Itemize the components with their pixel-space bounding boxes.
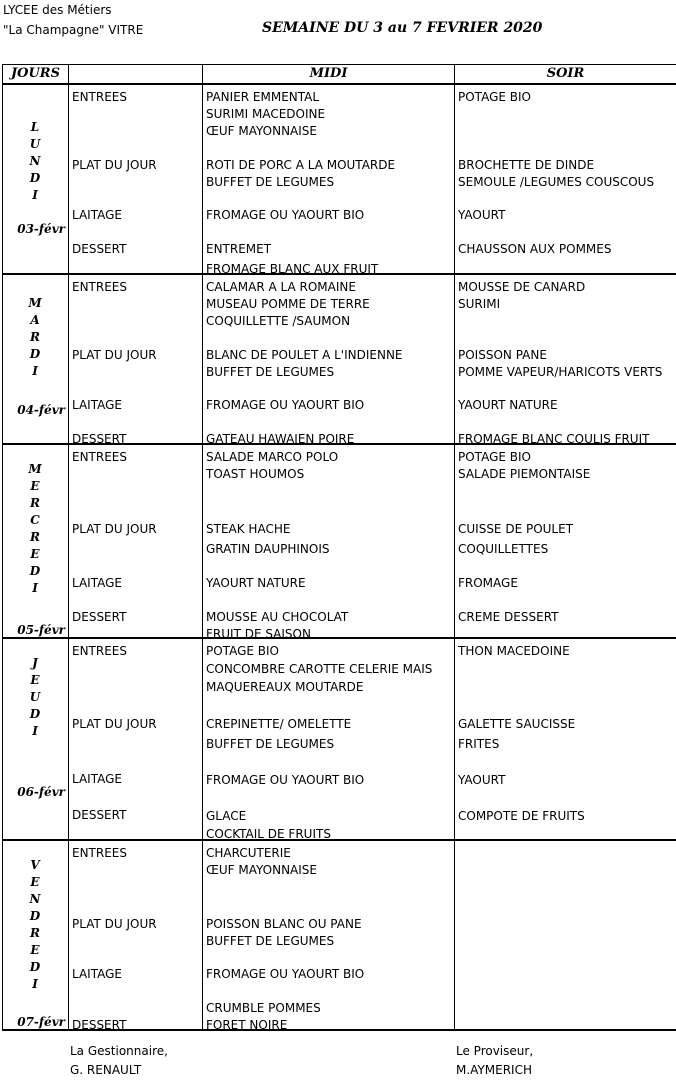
day-letter: J: [3, 655, 67, 672]
midi-item: FORET NOIRE: [206, 1017, 287, 1034]
midi-item: SURIMI MACEDOINE: [206, 106, 325, 123]
midi-item: CRUMBLE POMMES: [206, 1000, 321, 1017]
midi-item: FROMAGE OU YAOURT BIO: [206, 397, 364, 414]
category-item: ENTREES: [72, 643, 127, 660]
midi-item: CREPINETTE/ OMELETTE: [206, 716, 351, 733]
midi-item: YAOURT NATURE: [206, 575, 306, 592]
category-item: DESSERT: [72, 609, 126, 626]
day-letter: C: [3, 512, 67, 529]
header-row: [3, 65, 676, 85]
day-letter: N: [3, 153, 67, 170]
soir-item: FROMAGE BLANC COULIS FRUIT: [458, 431, 649, 448]
soir-cell: [455, 274, 676, 444]
category-item: ENTREES: [72, 89, 127, 106]
day-letter: D: [3, 706, 67, 723]
midi-item: CALAMAR A LA ROMAINE: [206, 279, 356, 296]
midi-item: FROMAGE OU YAOURT BIO: [206, 966, 364, 983]
proviseur-name: M.AYMERICH: [456, 1061, 533, 1080]
midi-item: SALADE MARCO POLO: [206, 449, 338, 466]
midi-item: MOUSSE AU CHOCOLAT: [206, 609, 348, 626]
gestionnaire-title: La Gestionnaire,: [70, 1042, 168, 1061]
day-row: [3, 274, 676, 444]
category-item: LAITAGE: [72, 966, 122, 983]
soir-item: POTAGE BIO: [458, 449, 531, 466]
midi-item: BUFFET DE LEGUMES: [206, 174, 334, 191]
soir-item: SURIMI: [458, 296, 500, 313]
menu-table: [2, 64, 676, 1031]
school-name: LYCEE des Métiers: [3, 3, 112, 17]
document-header: [0, 0, 676, 64]
soir-item: YAOURT NATURE: [458, 397, 558, 414]
day-letter: E: [3, 942, 67, 959]
soir-item: POTAGE BIO: [458, 89, 531, 106]
category-item: DESSERT: [72, 1017, 126, 1034]
midi-cell: [203, 840, 455, 1030]
category-cell: [69, 84, 203, 274]
day-letter: R: [3, 529, 67, 546]
midi-cell: [203, 638, 455, 840]
category-item: LAITAGE: [72, 207, 122, 224]
day-row: [3, 840, 676, 1030]
midi-cell: [203, 84, 455, 274]
day-letter: I: [3, 363, 67, 380]
day-date: 03-févr: [3, 222, 67, 236]
day-cell: [3, 274, 69, 444]
soir-item: FROMAGE: [458, 575, 518, 592]
day-letter: D: [3, 346, 67, 363]
category-item: DESSERT: [72, 241, 126, 258]
category-header: [69, 65, 203, 85]
day-letter: R: [3, 925, 67, 942]
soir-item: COMPOTE DE FRUITS: [458, 808, 585, 825]
soir-item: THON MACEDOINE: [458, 643, 570, 660]
day-name-vertical: [3, 295, 67, 380]
soir-item: POMME VAPEUR/HARICOTS VERTS: [458, 364, 662, 381]
category-item: PLAT DU JOUR: [72, 157, 157, 174]
day-letter: D: [3, 959, 67, 976]
day-cell: [3, 84, 69, 274]
category-item: PLAT DU JOUR: [72, 347, 157, 364]
category-item: PLAT DU JOUR: [72, 916, 157, 933]
midi-item: BUFFET DE LEGUMES: [206, 933, 334, 950]
category-cell: [69, 840, 203, 1030]
day-name-vertical: [3, 119, 67, 204]
midi-item: COQUILLETTE /SAUMON: [206, 313, 350, 330]
day-letter: U: [3, 689, 67, 706]
gestionnaire-name: G. RENAULT: [70, 1061, 168, 1080]
category-item: ENTREES: [72, 449, 127, 466]
category-item: PLAT DU JOUR: [72, 716, 157, 733]
soir-item: CUISSE DE POULET: [458, 521, 573, 538]
midi-item: GLACE: [206, 808, 246, 825]
soir-cell: [455, 84, 676, 274]
midi-item: ŒUF MAYONNAISE: [206, 862, 317, 879]
day-letter: R: [3, 495, 67, 512]
midi-header: MIDI: [203, 65, 455, 85]
school-subtitle: "La Champagne" VITRE: [3, 23, 143, 37]
midi-item: COCKTAIL DE FRUITS: [206, 826, 331, 843]
day-cell: [3, 444, 69, 638]
soir-item: CREME DESSERT: [458, 609, 558, 626]
day-letter: R: [3, 329, 67, 346]
day-date: 07-févr: [3, 1015, 67, 1029]
category-item: ENTREES: [72, 279, 127, 296]
day-letter: I: [3, 976, 67, 993]
day-cell: [3, 840, 69, 1030]
soir-item: YAOURT: [458, 207, 505, 224]
category-item: ENTREES: [72, 845, 127, 862]
day-letter: I: [3, 723, 67, 740]
day-letter: L: [3, 119, 67, 136]
midi-item: MAQUEREAUX MOUTARDE: [206, 679, 363, 696]
category-cell: [69, 444, 203, 638]
category-item: DESSERT: [72, 807, 126, 824]
day-letter: N: [3, 891, 67, 908]
day-letter: M: [3, 295, 67, 312]
day-date: 05-févr: [3, 623, 67, 637]
gestionnaire-signature: [70, 1042, 168, 1080]
category-item: LAITAGE: [72, 575, 122, 592]
day-letter: V: [3, 857, 67, 874]
midi-item: ROTI DE PORC A LA MOUTARDE: [206, 157, 395, 174]
midi-item: CONCOMBRE CAROTTE CELERIE MAIS: [206, 661, 432, 678]
soir-item: MOUSSE DE CANARD: [458, 279, 585, 296]
day-cell: [3, 638, 69, 840]
category-item: LAITAGE: [72, 397, 122, 414]
jours-header: JOURS: [3, 65, 69, 85]
category-cell: [69, 638, 203, 840]
soir-item: BROCHETTE DE DINDE: [458, 157, 594, 174]
midi-item: ŒUF MAYONNAISE: [206, 123, 317, 140]
soir-cell: [455, 840, 676, 1030]
soir-cell: [455, 638, 676, 840]
midi-item: FROMAGE OU YAOURT BIO: [206, 207, 364, 224]
midi-item: GRATIN DAUPHINOIS: [206, 541, 330, 558]
soir-item: COQUILLETTES: [458, 541, 548, 558]
day-letter: E: [3, 546, 67, 563]
soir-item: CHAUSSON AUX POMMES: [458, 241, 611, 258]
day-row: [3, 84, 676, 274]
day-letter: A: [3, 312, 67, 329]
soir-item: YAOURT: [458, 772, 505, 789]
midi-item: TOAST HOUMOS: [206, 466, 304, 483]
midi-item: STEAK HACHE: [206, 521, 290, 538]
day-letter: E: [3, 874, 67, 891]
soir-item: GALETTE SAUCISSE: [458, 716, 575, 733]
soir-item: SALADE PIEMONTAISE: [458, 466, 590, 483]
day-name-vertical: [3, 655, 67, 740]
midi-item: POISSON BLANC OU PANE: [206, 916, 362, 933]
day-letter: D: [3, 908, 67, 925]
day-date: 06-févr: [3, 785, 67, 799]
day-letter: E: [3, 478, 67, 495]
day-letter: I: [3, 187, 67, 204]
day-letter: D: [3, 170, 67, 187]
category-item: LAITAGE: [72, 771, 122, 788]
soir-cell: [455, 444, 676, 638]
proviseur-title: Le Proviseur,: [456, 1042, 533, 1061]
midi-item: BUFFET DE LEGUMES: [206, 364, 334, 381]
midi-item: CHARCUTERIE: [206, 845, 291, 862]
proviseur-signature: [456, 1042, 533, 1080]
soir-header: SOIR: [455, 65, 676, 85]
midi-item: PANIER EMMENTAL: [206, 89, 319, 106]
day-name-vertical: [3, 857, 67, 993]
category-cell: [69, 274, 203, 444]
midi-item: ENTREMET: [206, 241, 271, 258]
soir-item: POISSON PANE: [458, 347, 547, 364]
category-item: PLAT DU JOUR: [72, 521, 157, 538]
midi-item: MUSEAU POMME DE TERRE: [206, 296, 370, 313]
category-item: DESSERT: [72, 431, 126, 448]
midi-item: FRUIT DE SAISON: [206, 626, 311, 643]
midi-item: GATEAU HAWAIEN POIRE: [206, 431, 354, 448]
day-row: [3, 638, 676, 840]
week-title: SEMAINE DU 3 au 7 FEVRIER 2020: [262, 20, 542, 36]
day-letter: D: [3, 563, 67, 580]
midi-item: BUFFET DE LEGUMES: [206, 736, 334, 753]
midi-item: POTAGE BIO: [206, 643, 279, 660]
day-letter: M: [3, 461, 67, 478]
day-letter: E: [3, 672, 67, 689]
midi-cell: [203, 274, 455, 444]
midi-item: BLANC DE POULET A L'INDIENNE: [206, 347, 403, 364]
midi-cell: [203, 444, 455, 638]
day-letter: U: [3, 136, 67, 153]
soir-item: FRITES: [458, 736, 499, 753]
day-name-vertical: [3, 461, 67, 597]
midi-item: FROMAGE BLANC AUX FRUIT: [206, 261, 378, 278]
soir-item: SEMOULE /LEGUMES COUSCOUS: [458, 174, 654, 191]
midi-item: FROMAGE OU YAOURT BIO: [206, 772, 364, 789]
day-row: [3, 444, 676, 638]
day-letter: I: [3, 580, 67, 597]
day-date: 04-févr: [3, 403, 67, 417]
